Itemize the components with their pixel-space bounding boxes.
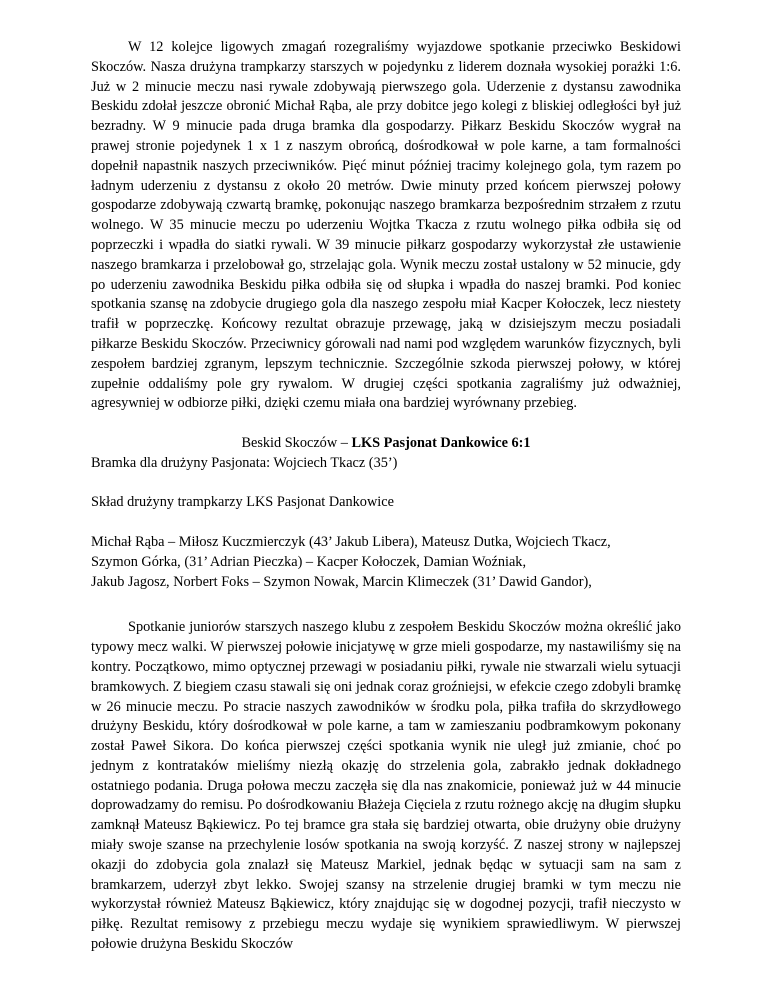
squad-line: Szymon Górka, (31’ Adrian Pieczka) – Kacper Kołoczek, Damian Woźniak,: [91, 553, 527, 570]
spacer: [91, 513, 681, 533]
squad-heading: Skład drużyny trampkarzy LKS Pasjonat Dankowice: [91, 494, 394, 511]
result-away-team-score: LKS Pasjonat Dankowice 6:1: [351, 434, 531, 451]
match-report-trampkarze: W 12 kolejce ligowych zmagań rozegraliśmy wyjazdowe spotkanie przeciwko Beskidowi Skoczów. Nasza drużyna trampkarzy starszych w pojedynku z liderem doznała wysokiej porażki 1:6. Już w 2 minucie meczu nasi rywale zdobywają pierwszego gola. Uderzenie z dystansu zawodnika Beskidu zdołał jeszcze obronić Michał Rąba, ale przy dobitce jego kolegi z bliskiej odległości był już bezradny. W 9 minucie pada druga bramka dla gospodarzy. Piłkarz Beskidu Skoczów wygrał na prawej stronie pojedynek 1 x 1 z naszym obrońcą, dośrodkował w pole karne, a tam formalności dopełnił napastnik naszych przeciwników. Pięć minut później tracimy kolejnego gola, tym razem po ładnym uderzeniu z dystansu z około 20 metrów. Dwie minuty przed końcem pierwszej połowy gospodarze zdobywają czwartą bramkę, pokonując naszego bramkarza bezpośrednim strzałem z rzutu wolnego. W 35 minucie meczu po uderzeniu Wojtka Tkacza z rzutu wolnego piłka odbiła się od poprzeczki i wpadła do siatki rywali. W 39 minucie piłkarz gospodarzy wykorzystał złe ustawienie naszego bramkarza i przelobował go, strzelając gola. Wynik meczu został ustalony w 52 minucie, gdy po uderzeniu zawodnika Beskidu piłka odbiła się od słupka i wpadła do naszej bramki. Pod koniec spotkania szansę na zdobycie drugiego gola dla naszego zespołu miał Kacper Kołoczek, lecz niestety trafił w poprzeczkę. Końcowy rezultat obrazuje przewagę, jaką w dzisiejszym meczu posiadali piłkarze Beskidu Skoczów. Przeciwnicy górowali nad nami pod względem warunków fizycznych, byli zespołem bardziej zgranym, lepszym technicznie. Szczególnie szkoda pierwszej połowy, w której zupełnie oddaliśmy pole gry rywalom. W drugiej części spotkania zagraliśmy już odważniej, agresywniej w odbiorze piłki, dzięki czemu miała ona bardziej wyrównany przebieg.: [91, 39, 681, 412]
result-home-team: Beskid Skoczów –: [241, 434, 352, 451]
document-page: [91, 38, 681, 955]
squad-line: Michał Rąba – Miłosz Kuczmierczyk (43’ Jakub Libera), Mateusz Dutka, Wojciech Tkacz,: [91, 533, 611, 550]
squad-line: Jakub Jagosz, Norbert Foks – Szymon Nowak, Marcin Klimeczek (31’ Dawid Gandor),: [91, 573, 592, 590]
match-report-juniorzy: Spotkanie juniorów starszych naszego klubu z zespołem Beskidu Skoczów można określić jako typowy mecz walki. W pierwszej połowie inicjatywę w grze mieli gospodarze, my nastawiliśmy się na kontry. Początkowo, mimo optycznej przewagi w posiadaniu piłki, rywale nie stwarzali wielu sytuacji bramkowych. Z biegiem czasu stawali się oni jednak coraz groźniejsi, w efekcie czego zdobyli bramkę w 26 minucie meczu. Po stracie naszych zawodników w środku pola, piłka trafiła do skrzydłowego drużyny Beskidu, który dośrodkował w pole karne, a tam w zamieszaniu podbramkowym pokonany został Paweł Sikora. Do końca pierwszej części spotkania wynik nie uległ już zmianie, choć po jednym z kontrataków mieliśmy niezłą okazję do strzelenia gola, zabrakło jednak dokładnego ostatniego podania. Druga połowa meczu zaczęła się dla nas znakomicie, ponieważ już w 44 minucie doprowadzamy do remisu. Po dośrodkowaniu Błażeja Cięciela z rzutu rożnego akcję na długim słupku zamknął Mateusz Bąkiewicz. Po tej bramce gra stała się bardziej otwarta, obie drużyny obie drużyny miały swoje szanse na przechylenie losów spotkania na swoją korzyść. Z naszej strony w najlepszej okazji do zdobycia gola znalazł się Mateusz Markiel, jednak będąc w sytuacji sam na sam z bramkarzem, uderzył zbyt lekko. Swojej szansy na strzelenie drugiej bramki w tym meczu nie wykorzystał również Mateusz Bąkiewicz, który znajdując się w dogodnej pozycji, trafił nieczysto w piłkę. Rezultat remisowy z przebiegu meczu wydaje się wynikiem sprawiedliwym. W pierwszej połowie drużyna Beskidu Skoczów: [91, 619, 681, 953]
spacer: [91, 414, 681, 434]
spacer: [91, 592, 681, 618]
goal-scorer-line: Bramka dla drużyny Pasjonata: Wojciech Tkacz (35’): [91, 454, 398, 471]
match-result: [91, 434, 681, 454]
spacer: [91, 474, 681, 494]
